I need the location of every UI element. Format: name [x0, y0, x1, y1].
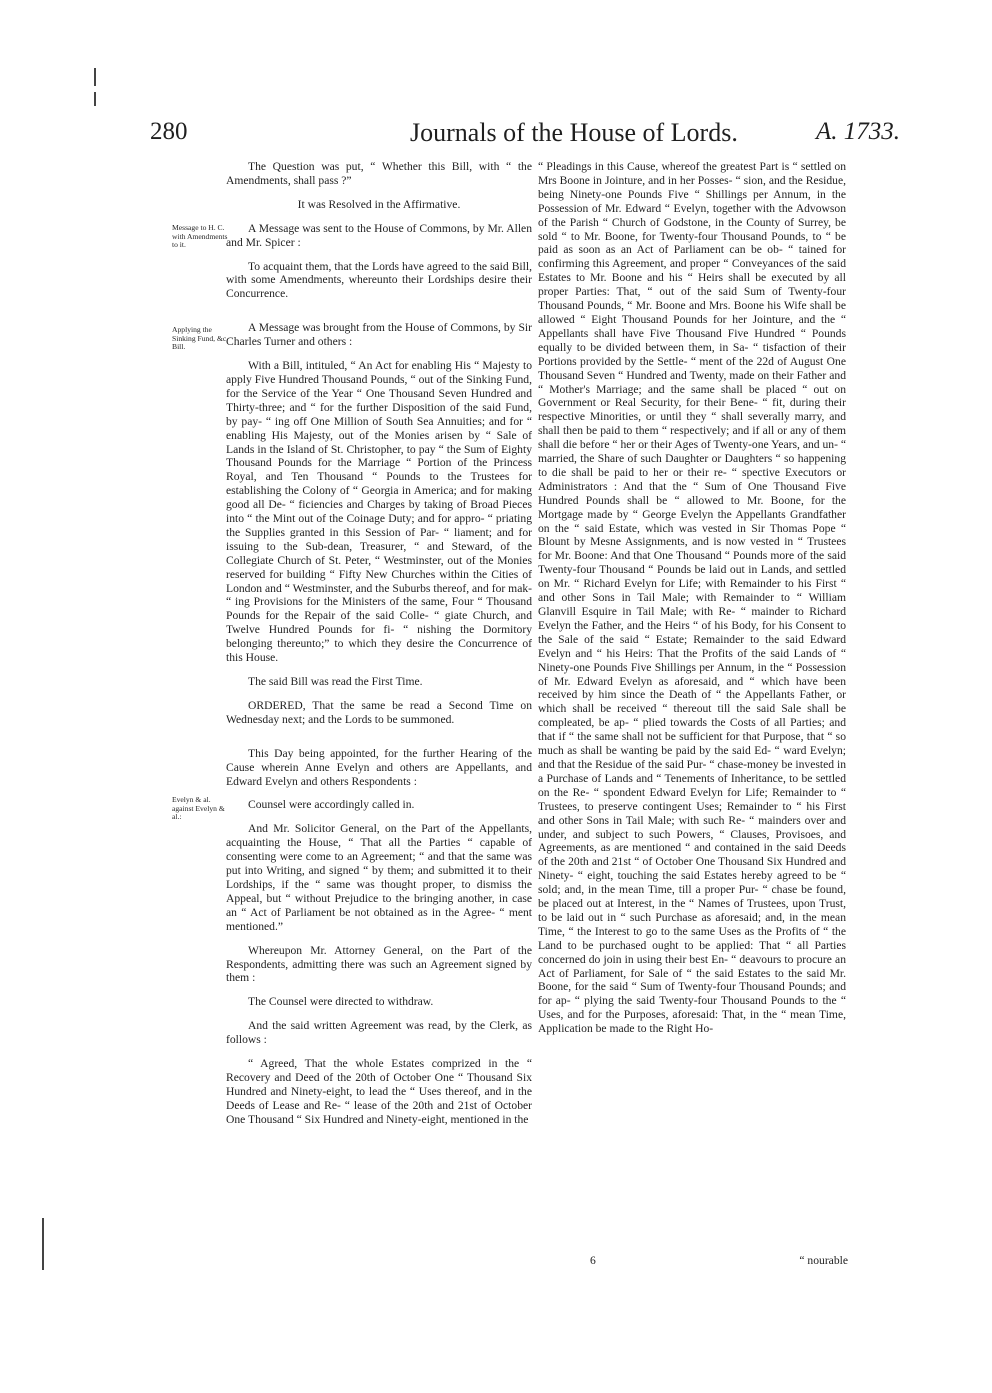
page-header: [150, 118, 900, 158]
paragraph: And the said written Agreement was read, by the Clerk, as follows :: [226, 1019, 532, 1047]
paragraph: The Question was put, “ Whether this Bill, with “ the Amendments, shall pass ?”: [226, 160, 532, 187]
paragraph: “ Pleadings in this Cause, whereof the greatest Part is “ settled on Mrs Boone in Jointure, and in her Posses- “ sion, and the Residue, being Ninety-one Pounds Five “ Shillings per Annum, in the Possession of Mr. Edward “ Evelyn, together with the Advowson of the Parish “ Church of Godstone, in the County of Surrey, be sold “ to Mr. Boone, for Twenty-four Thousand Pounds, to “ be paid as soon as an Act of Parliament can be ob- “ tained for confirming this Agreement, and proper “ Conveyances of the said Estates to Mr. Boone and his “ Heirs shall be executed by all proper Parties: That, “ out of the said Sum of Twenty-four Thousand Pounds, “ Mr. Boone and Mrs. Boone his Wife shall be allowed “ Eight Thousand Pounds for her Jointure, and the “ Appellants shall have Five Thousand Five Hundred “ Pounds equally to be divided between them, in Sa- “ tisfaction of their Portions provided by the Settle- “ ment of the 22d of August One Thousand Seven “ Hundred and Twenty, made on their Father and “ Mother's Marriage; and the same shall be placed “ out on Government or Real Security, for their Bene- “ fit, during their respective Minorities, or until they “ shall severally marry, and shall then be paid to them “ respectively; and if all or any of them shall die before “ her or their Ages of Twenty-one Years, and un- “ married, the Share of such Daughter or Daughters “ so happening to die shall be paid to her or their re- “ spective Executors or Administrators : And that the “ Sum of One Thousand Five Hundred Pounds shall be “ allowed to Mr. Boone, for the Mortgage made by “ George Evelyn the Appellants Grandfather on the “ said Estate, which was vested in Sir Thomas Pope “ Blount by Mesne Assignments, and is now vested in “ Trustees for Mr. Boone: And that One Thousand “ Pounds more of the said Twenty-four Thousand “ Pounds be laid out in Lands, and settled on Mr. “ Richard Evelyn for Life; with Remainder to his First “ and other Sons in Tail Male; with Remainder to “ William Glanvill Esquire in Tail Male; with Re- “ mainder to Richard Evelyn the Father, and the Heirs “ of his Body, for his Consent to the Sale of the said “ Estate; Remainder to the said Edward Evelyn and “ his Heirs: That the Profits of the said Lands of “ Ninety-one Pounds Five Shillings per Annum, in the “ Possession of Mr. Edward Evelyn as aforesaid, and “ which have been received by him since the Death of “ the Appellants Father, or which shall be received “ thereout till the said Sale shall be compleated, be ap- “ plied towards the Costs of all Parties; and that if “ the same shall not be sufficient for that Purpose, that “ so much as shall be wanting be paid by the said Ed- “ ward Evelyn; and that the Residue of the said Pur- “ chase-money be invested in a Purchase of Lands and “ Tenements of Inheritance, to be settled on the Re- “ spondent Edward Evelyn for Life; Remainder to “ Trustees, to preserve contingent Uses; Remainder to “ his First and other Sons in Tail Male; with such Re- “ mainders over and under, and subject to such Powers, “ Clauses, Provisoes, and Agreements, as are mentioned “ and contained in the said Deeds of the 20th and 21st “ of October One Thousand Six Hundred and Ninety- “ eight, touching the said Estates hereby agreed to be “ sold; and, in the mean Time, till a proper Pur- “ chase be found, be placed out at Interest, in the “ Names of Trustees, upon Trust, to be laid out in “ such Purchase as aforesaid; and, in the mean Time, “ the Interest to go to the same Uses as the Profits of “ the Land to be purchased ought to be applied: That “ all Parties concerned do join in using their best En- “ deavours to procure an Act of Parliament, for Sale of “ the said Estates to the said Mr. Boone, for the said “ Sum of Twenty-four Thousand Pounds; and for ap- “ plying the said Twenty-four Thousand Pounds to the “ Uses, and for the Purposes, aforesaid: That, in the “ mean Time, Application be made to the Right Ho-: [538, 160, 846, 1036]
paragraph: The Counsel were directed to withdraw.: [248, 995, 434, 1009]
paragraph: Counsel were accordingly called in.: [248, 798, 415, 812]
paragraph: This Day being appointed, for the further Hearing of the Cause wherein Anne Evelyn and others are Appellants, and Edward Evelyn and others Respondents :: [226, 746, 532, 788]
margin-note-message: Message to H. C. with Amendments to it.: [172, 223, 228, 250]
page-edge-mark: [94, 68, 96, 86]
signature-mark: 6: [590, 1254, 596, 1267]
page-edge-mark: [94, 92, 96, 106]
margin-note-evelyn: Evelyn & al. against Evelyn & al.:: [172, 795, 225, 822]
paragraph: A Message was brought from the House of Commons, by Sir Charles Turner and others :: [226, 321, 532, 349]
catchword: “ nourable: [799, 1254, 848, 1267]
page-edge-mark: [42, 1218, 44, 1270]
paragraph: To acquaint them, that the Lords have agreed to the said Bill, with some Amendments, whereunto their Lordships desire their Concurrence.: [226, 259, 532, 301]
paragraph: ORDERED, That the same be read a Second Time on Wednesday next; and the Lords to be summoned.: [226, 698, 532, 726]
running-title: Journals of the House of Lords.: [410, 118, 738, 147]
page-footer: [538, 1254, 848, 1272]
paragraph: A Message was sent to the House of Commons, by Mr. Allen and Mr. Spicer :: [226, 221, 532, 249]
left-column: [226, 160, 532, 1137]
paragraph: The said Bill was read the First Time.: [248, 675, 423, 688]
paragraph: “ Agreed, That the whole Estates comprized in the “ Recovery and Deed of the 20th of October One “ Thousand Six Hundred and Ninety-eight, to lead the “ Uses thereof, and in the Deeds of Lease and Re- “ lease of the 20th and 21st of October One Thousand “ Six Hundred and Ninety-eight, mentioned in the: [226, 1057, 532, 1126]
header-year: A. 1733.: [815, 118, 900, 145]
margin-note-sinking-fund: Applying the Sinking Fund, &c. Bill.: [172, 325, 229, 352]
paragraph: Whereupon Mr. Attorney General, on the Part of the Respondents, admitting there was such an Agreement signed by them :: [226, 943, 532, 985]
paragraph: And Mr. Solicitor General, on the Part of the Appellants, acquainting the House, “ That all the Parties “ capable of consenting were come to an Agreement; “ and that the same was put into Writing, and signed “ by them; and submitted it to their Lordships, if the “ same was thought proper, to dismiss the Appeal, but “ without Prejudice to the bringing another, in case an “ Act of Parliament be not obtained as in the Agree- “ ment mentioned.”: [226, 822, 532, 933]
page-number: 280: [150, 118, 188, 145]
right-column: [538, 160, 846, 1036]
paragraph: With a Bill, intituled, “ An Act for enabling His “ Majesty to apply Five Hundred Thousand Pounds, “ out of the Sinking Fund, for the Service of the Year “ One Thousand Seven Hundred and Thirty-three; and “ for the further Disposition of the said Fund, by pay- “ ing off One Million of South Sea Annuities; and for “ enabling His Majesty, out of the Monies arisen by “ Sale of Lands in the Island of St. Christopher, to pay “ the Sum of Eighty Thousand Pounds for the Marriage “ Portion of the Princess Royal, and Ten Thousand “ Pounds to the Trustees for establishing the Colony of “ Georgia in America; and for making good all De- “ ficiencies and Charges by taking of Broad Pieces into “ the Mint out of the Coinage Duty; and for appro- “ priating the Supplies granted in this Session of Par- “ liament; and for issuing to the Sub-dean, Treasurer, “ and Steward, of the Collegiate Church of St. Peter, “ Westminster, out of the Monies reserved for building “ Fifty New Churches within the Cities of London and “ Westminster, and the Suburbs thereof, and for mak- “ ing Provisions for the Ministers of the same, Four “ Thousand Pounds for the Repair of the said Colle- “ giate Church, and Twelve Hundred Pounds for fi- “ nishing the Dormitory belonging thereunto;” to which they desire the Concurrence of this House.: [226, 359, 532, 665]
paragraph: It was Resolved in the Affirmative.: [297, 197, 461, 211]
